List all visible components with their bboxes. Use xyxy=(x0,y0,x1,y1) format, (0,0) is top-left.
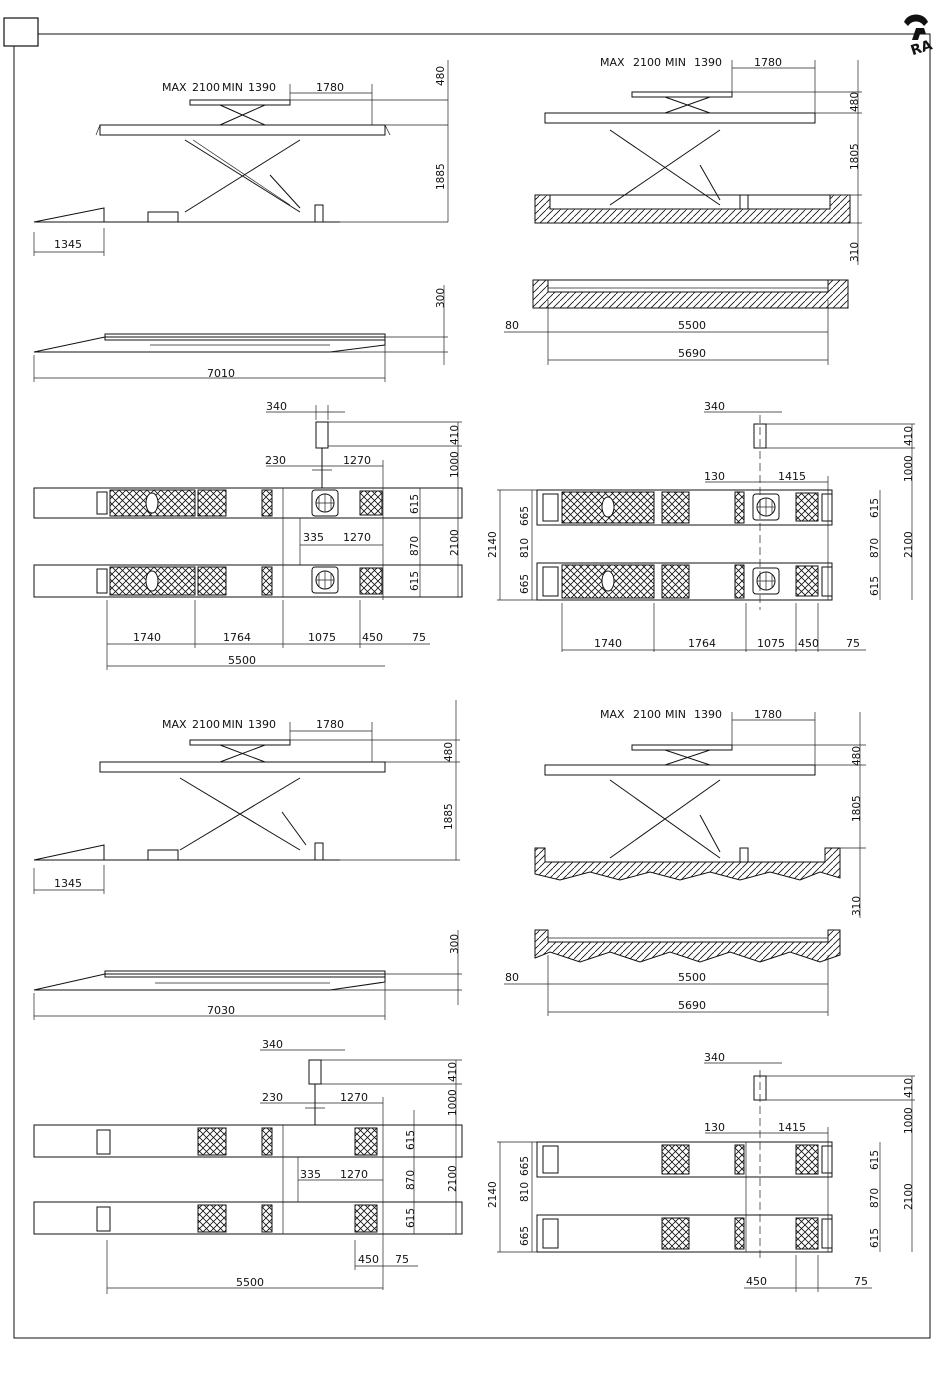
seg-75: 75 xyxy=(412,631,426,644)
dim-1000: 1000 xyxy=(449,451,461,478)
inner-length-dim: 5500 xyxy=(678,971,706,984)
outer-length-dim: 5690 xyxy=(678,999,706,1012)
top-height-dim: 480 xyxy=(849,91,861,112)
dim-615-lower: 615 xyxy=(405,1207,417,1228)
overall-length-dim: 7030 xyxy=(207,1004,235,1017)
view-surface-lowered-top xyxy=(34,285,448,382)
seg-75: 75 xyxy=(395,1253,409,1266)
dim-2100: 2100 xyxy=(449,529,461,556)
dim-410: 410 xyxy=(449,424,461,445)
dim-615-upper: 615 xyxy=(409,493,421,514)
max-value: 2100 xyxy=(192,81,220,94)
lift-height-dim: 1885 xyxy=(443,803,455,830)
view-surface-side-bottom xyxy=(34,700,460,894)
reach-dim: 1780 xyxy=(754,708,782,721)
dim-665-upper: 665 xyxy=(519,505,531,526)
max-value: 2100 xyxy=(192,718,220,731)
ramp-dim: 1345 xyxy=(54,877,82,890)
dim-810: 810 xyxy=(519,537,531,558)
reach-dim: 1780 xyxy=(316,81,344,94)
seg-450: 450 xyxy=(798,637,819,650)
dim-615-lower: 615 xyxy=(869,1227,881,1248)
overall-length-dim: 7010 xyxy=(207,367,235,380)
view-flush-side-top xyxy=(535,56,862,265)
dim-870: 870 xyxy=(869,1187,881,1208)
lift-height-dim: 1805 xyxy=(851,795,863,822)
pit-depth-dim: 310 xyxy=(851,895,863,916)
page-number-box xyxy=(4,18,38,46)
dim-870: 870 xyxy=(409,535,421,556)
max-value: 2100 xyxy=(633,56,661,69)
dim-340: 340 xyxy=(704,1051,725,1064)
dim-2140: 2140 xyxy=(487,1181,499,1208)
edge-dim: 80 xyxy=(505,319,519,332)
dim-615-upper: 615 xyxy=(405,1129,417,1150)
min-label: MIN xyxy=(665,708,686,721)
lowered-height-dim: 300 xyxy=(449,933,461,954)
dim-340: 340 xyxy=(266,400,287,413)
max-label: MAX xyxy=(600,56,625,69)
dim-615-lower: 615 xyxy=(409,570,421,591)
dim-130: 130 xyxy=(704,470,725,483)
min-value: 1390 xyxy=(694,56,722,69)
dim-2100: 2100 xyxy=(903,1183,915,1210)
dim-810: 810 xyxy=(519,1181,531,1202)
svg-text:RA: RA xyxy=(908,37,935,60)
dim-1000: 1000 xyxy=(903,1107,915,1134)
min-label: MIN xyxy=(222,718,243,731)
max-value: 2100 xyxy=(633,708,661,721)
total-5500: 5500 xyxy=(228,654,256,667)
seg-1764: 1764 xyxy=(223,631,251,644)
view-flush-lowered-top xyxy=(504,280,848,365)
view-flush-plan-bottom xyxy=(487,1051,915,1292)
dim-1415: 1415 xyxy=(778,470,806,483)
dim-410: 410 xyxy=(447,1061,459,1082)
view-flush-plan-top xyxy=(487,400,915,652)
dim-665-lower: 665 xyxy=(519,573,531,594)
seg-450: 450 xyxy=(362,631,383,644)
min-value: 1390 xyxy=(248,81,276,94)
dim-1000: 1000 xyxy=(447,1089,459,1116)
dim-1000: 1000 xyxy=(903,455,915,482)
seg-75: 75 xyxy=(846,637,860,650)
view-surface-side-top xyxy=(34,60,448,256)
seg-75: 75 xyxy=(854,1275,868,1288)
seg-450: 450 xyxy=(746,1275,767,1288)
dim-665-upper: 665 xyxy=(519,1155,531,1176)
dim-665-lower: 665 xyxy=(519,1225,531,1246)
dim-410: 410 xyxy=(903,425,915,446)
dim-230: 230 xyxy=(262,1091,283,1104)
dim-1270-upper: 1270 xyxy=(340,1091,368,1104)
dim-870: 870 xyxy=(869,537,881,558)
view-flush-lowered-bottom xyxy=(504,930,840,1016)
outer-length-dim: 5690 xyxy=(678,347,706,360)
dim-1270-lower: 1270 xyxy=(340,1168,368,1181)
seg-1740: 1740 xyxy=(133,631,161,644)
reach-dim: 1780 xyxy=(754,56,782,69)
dim-1415: 1415 xyxy=(778,1121,806,1134)
dim-230: 230 xyxy=(265,454,286,467)
dim-615-lower: 615 xyxy=(869,575,881,596)
reach-dim: 1780 xyxy=(316,718,344,731)
lift-height-dim: 1805 xyxy=(849,143,861,170)
dim-340: 340 xyxy=(262,1038,283,1051)
lowered-height-dim: 300 xyxy=(435,287,447,308)
lift-height-dim: 1885 xyxy=(435,163,447,190)
dim-2100: 2100 xyxy=(447,1165,459,1192)
dim-870: 870 xyxy=(405,1169,417,1190)
view-surface-lowered-bottom xyxy=(34,930,462,1020)
total-5500: 5500 xyxy=(236,1276,264,1289)
view-surface-plan-bottom xyxy=(34,1038,462,1294)
dim-2100: 2100 xyxy=(903,531,915,558)
edge-dim: 80 xyxy=(505,971,519,984)
max-label: MAX xyxy=(600,708,625,721)
inner-length-dim: 5500 xyxy=(678,319,706,332)
dim-615-upper: 615 xyxy=(869,1149,881,1170)
ramp-dim: 1345 xyxy=(54,238,82,251)
dim-340: 340 xyxy=(704,400,725,413)
dim-335: 335 xyxy=(303,531,324,544)
dim-1270-upper: 1270 xyxy=(343,454,371,467)
dim-615-upper: 615 xyxy=(869,497,881,518)
dim-130: 130 xyxy=(704,1121,725,1134)
seg-1075: 1075 xyxy=(308,631,336,644)
pit-depth-dim: 310 xyxy=(849,241,861,262)
max-label: MAX xyxy=(162,81,187,94)
view-flush-side-bottom xyxy=(535,708,866,918)
min-value: 1390 xyxy=(694,708,722,721)
dim-1270-lower: 1270 xyxy=(343,531,371,544)
min-label: MIN xyxy=(222,81,243,94)
top-height-dim: 480 xyxy=(435,65,447,86)
top-height-dim: 480 xyxy=(443,741,455,762)
seg-1740: 1740 xyxy=(594,637,622,650)
seg-1075: 1075 xyxy=(757,637,785,650)
dim-410: 410 xyxy=(903,1077,915,1098)
dim-2140: 2140 xyxy=(487,531,499,558)
seg-450: 450 xyxy=(358,1253,379,1266)
top-height-dim: 480 xyxy=(851,745,863,766)
view-surface-plan-top xyxy=(34,400,462,670)
max-label: MAX xyxy=(162,718,187,731)
min-label: MIN xyxy=(665,56,686,69)
min-value: 1390 xyxy=(248,718,276,731)
seg-1764: 1764 xyxy=(688,637,716,650)
dim-335: 335 xyxy=(300,1168,321,1181)
